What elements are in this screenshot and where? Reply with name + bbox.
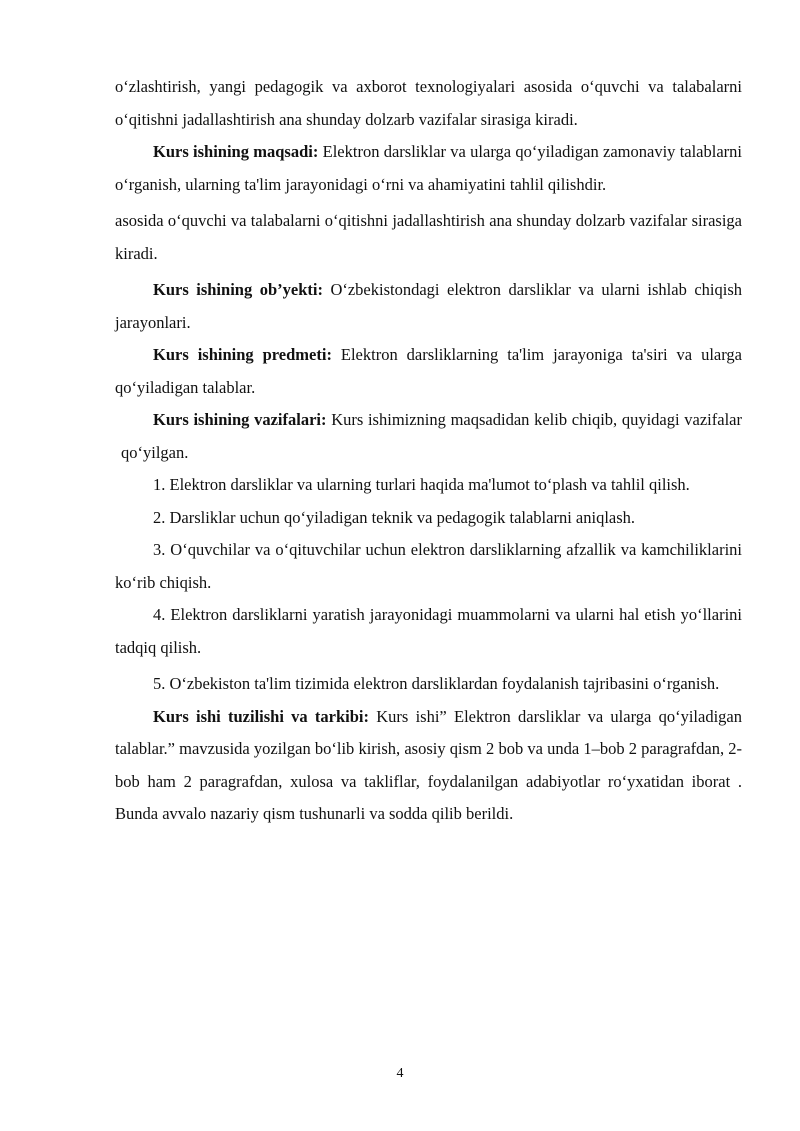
page-number: 4 (396, 1066, 404, 1081)
paragraph-goal (115, 136, 742, 201)
paragraph-tasks (115, 404, 742, 469)
paragraph-label: Kurs ishining ob’yekti: (153, 280, 323, 299)
paragraph-structure (115, 701, 742, 831)
paragraph-label: Kurs ishining maqsadi: (153, 142, 319, 161)
list-item-5 (115, 668, 742, 701)
paragraph-text: 1. Elektron darsliklar va ularning turlari haqida ma'lumot to‘plash va tahlil qilish. (153, 475, 690, 494)
paragraph-text: asosida o‘quvchi va talabalarni o‘qitishni jadallashtirish ana shunday dolzarb vazifalar sirasiga kiradi. (115, 211, 742, 263)
paragraph-label: Kurs ishining predmeti: (153, 345, 332, 364)
list-item-4 (115, 599, 742, 664)
paragraph-label: Kurs ishining vazifalari: (153, 410, 327, 429)
paragraph-text: Kurs ishi” Elektron darsliklar va ularga qo‘yiladigan talablar.” mavzusida yozilgan bo‘lib kirish, asosiy qism 2 bob va unda 1–bob 2 paragrafdan, 2-bob ham 2 paragrafdan, xulosa va takliflar, foydalanilgan adabiyotlar ro‘yxatidan iborat . Bunda avvalo nazariy qism tushunarli va sodda qilib berildi. (115, 706, 742, 823)
paragraph-text: 2. Darsliklar uchun qo‘yiladigan teknik va pedagogik talablarni aniqlash. (153, 507, 636, 527)
paragraph-text: Kurs ishimizning maqsadidan kelib chiqib, quyidagi vazifalar qo‘yilgan. (121, 410, 742, 462)
paragraph-label: Kurs ishi tuzilishi va tarkibi: (153, 706, 370, 726)
paragraph-object (115, 274, 742, 339)
paragraph-repeat (115, 205, 742, 270)
paragraph-text: Elektron darsliklarning ta'lim jarayoniga ta'siri va ularga qo‘yiladigan talablar. (115, 345, 742, 397)
paragraph-intro (115, 71, 742, 136)
paragraph-text: 5. O‘zbekiston ta'lim tizimida elektron darsliklardan foydalanish tajribasini o‘rganish. (153, 674, 720, 693)
paragraph-subject (115, 339, 742, 404)
paragraph-text: 3. O‘quvchilar va o‘qituvchilar uchun elektron darsliklarning afzallik va kamchiliklarini ko‘rib chiqish. (115, 540, 742, 592)
paragraph-text: O‘zbekistondagi elektron darsliklar va ularni ishlab chiqish jarayonlari. (115, 280, 742, 332)
paragraph-text: o‘zlashtirish, yangi pedagogik va axborot texnologiyalari asosida o‘quvchi va talabalarni o‘qitishni jadallashtirish ana shunday dolzarb vazifalar sirasiga kiradi. (115, 77, 742, 129)
paragraph-text: Elektron darsliklar va ularga qo‘yiladigan zamonaviy talablarni o‘rganish, ularning ta'lim jarayonidagi o‘rni va ahamiyatini tahlil qilishdir. (115, 142, 742, 194)
list-item-1 (115, 469, 742, 502)
body-text (115, 71, 742, 831)
paragraph-text: 4. Elektron darsliklarni yaratish jarayonidagi muammolarni va ularni hal etish yo‘llarini tadqiq qilish. (115, 605, 742, 657)
list-item-2 (115, 502, 742, 535)
list-item-3 (115, 534, 742, 599)
